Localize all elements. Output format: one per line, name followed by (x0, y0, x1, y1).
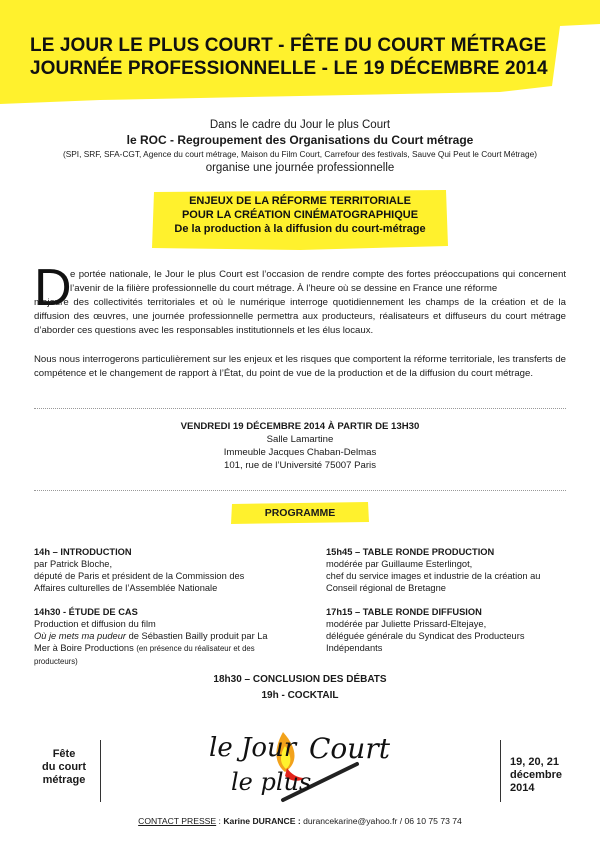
production-moderator-role: chef du service images et industrie de la création au Conseil régional de Bretagne (326, 571, 541, 593)
cocktail: 19h - COCKTAIL (261, 690, 339, 701)
programme-introduction (34, 546, 274, 594)
page-title (30, 34, 548, 80)
case-note: (en présence du réalisateur et des producteurs) (34, 644, 255, 666)
intro-event: organise une journée professionnelle (205, 162, 395, 174)
case-session-description (34, 630, 274, 668)
intro-block (0, 118, 600, 176)
festival-name-line-1: Fête (52, 748, 76, 760)
festival-dates (510, 756, 590, 795)
theme-line-1: ENJEUX DE LA RÉFORME TERRITORIALE (189, 195, 411, 207)
venue-address: 101, rue de l’Université 75007 Paris (224, 460, 376, 471)
theme-line-2: POUR LA CRÉATION CINÉMATOGRAPHIQUE (181, 209, 419, 221)
festival-name (34, 748, 94, 787)
footer-divider-left (100, 740, 101, 802)
diffusion-moderator-role: déléguée générale du Syndicat des Producteurs Indépendants (326, 631, 525, 653)
title-line-2: JOURNÉE PROFESSIONNELLE - LE 19 DÉCEMBRE 2014 (30, 58, 548, 79)
case-film-credit: de Sébastien Bailly produit par La Mer à Boire Productions (34, 631, 268, 653)
case-film-title: Où je mets ma pudeur (34, 631, 126, 641)
programme-case-study (34, 606, 274, 668)
case-session-title: 14h30 - ÉTUDE DE CAS (34, 607, 138, 617)
divider-bottom (34, 490, 566, 491)
festival-month: décembre (510, 769, 562, 781)
production-session-title: 15h45 – TABLE RONDE PRODUCTION (326, 547, 495, 557)
intro-session-title: 14h – INTRODUCTION (34, 547, 132, 557)
intro-session-role: député de Paris et président de la Commission des Affaires culturelles de l’Assemblée Nationale (34, 571, 245, 593)
logo-line-2: le plus (231, 768, 312, 796)
programme-diffusion (326, 606, 566, 654)
contact-details[interactable]: durancekarine@yahoo.fr / 06 10 75 73 74 (300, 816, 462, 826)
diffusion-session-title: 17h15 – TABLE RONDE DIFFUSION (326, 607, 482, 617)
logo-line-1: le Jour (209, 733, 297, 763)
logo-jour-le-plus-court (205, 712, 395, 812)
production-moderator: modérée par Guillaume Esterlingot, (326, 559, 473, 569)
divider-top (34, 408, 566, 409)
case-session-subtitle: Production et diffusion du film (34, 619, 156, 629)
press-contact (0, 816, 600, 826)
drop-cap: D (34, 259, 72, 317)
venue-block (0, 420, 600, 472)
intro-context: Dans le cadre du Jour le plus Court (209, 119, 391, 131)
paragraph-1-opening: e portée nationale, le Jour le plus Court est l’occasion de rendre compte des fortes préoccupations qui concernent l’avenir de la filière professionnelle du court métrage. À l’heure où se dessine en France une réforme (70, 269, 566, 294)
footer-divider-right (500, 740, 501, 802)
festival-name-line-2: du court (42, 761, 86, 773)
contact-label: CONTACT PRESSE (138, 816, 217, 826)
event-date: VENDREDI 19 DÉCEMBRE 2014 À PARTIR DE 13H30 (180, 421, 420, 432)
venue-building: Immeuble Jacques Chaban-Delmas (223, 447, 377, 458)
logo-line-3: Court (309, 732, 390, 765)
programme-title: PROGRAMME (264, 507, 336, 519)
paragraph-2: Nous nous interrogerons particulièrement sur les enjeux et les risques que comportent la réforme territoriale, les transferts de compétence et le changement de rapport à l’État, du point de vue de la production et de la diffusion du court métrage. (34, 354, 566, 379)
festival-year: 2014 (510, 782, 535, 794)
theme-block (150, 194, 450, 236)
conclusion: 18h30 – CONCLUSION DES DÉBATS (213, 674, 387, 685)
title-line-1: LE JOUR LE PLUS COURT - FÊTE DU COURT MÉTRAGE (30, 35, 547, 56)
festival-name-line-3: métrage (42, 774, 86, 786)
paragraph-1-continued: majeure des collectivités territoriales et où le numérique interroge quotidiennement les champs de la création et de la diffusion des œuvres, une journée professionnelle permettra aux producteurs, réalisateurs et diffuseurs du court métrage d’aborder ces questions avec les responsables institutionnels et les élus locaux. (34, 297, 566, 336)
contact-name: Karine DURANCE : (223, 816, 301, 826)
intro-members: (SPI, SRF, SFA-CGT, Agence du court métrage, Maison du Film Court, Carrefour des festivals, Sauve Qui Peut le Court Métrage) (62, 149, 538, 159)
contact-separator: : (216, 816, 224, 826)
festival-days: 19, 20, 21 (510, 756, 559, 768)
intro-session-speaker: par Patrick Bloche, (34, 559, 113, 569)
intro-organizer: le ROC - Regroupement des Organisations du Court métrage (126, 133, 474, 147)
programme-production (326, 546, 566, 594)
venue-room: Salle Lamartine (266, 434, 334, 445)
theme-subtitle: De la production à la diffusion du court-métrage (174, 223, 426, 235)
diffusion-moderator: modérée par Juliette Prissard-Eltejaye, (326, 619, 487, 629)
